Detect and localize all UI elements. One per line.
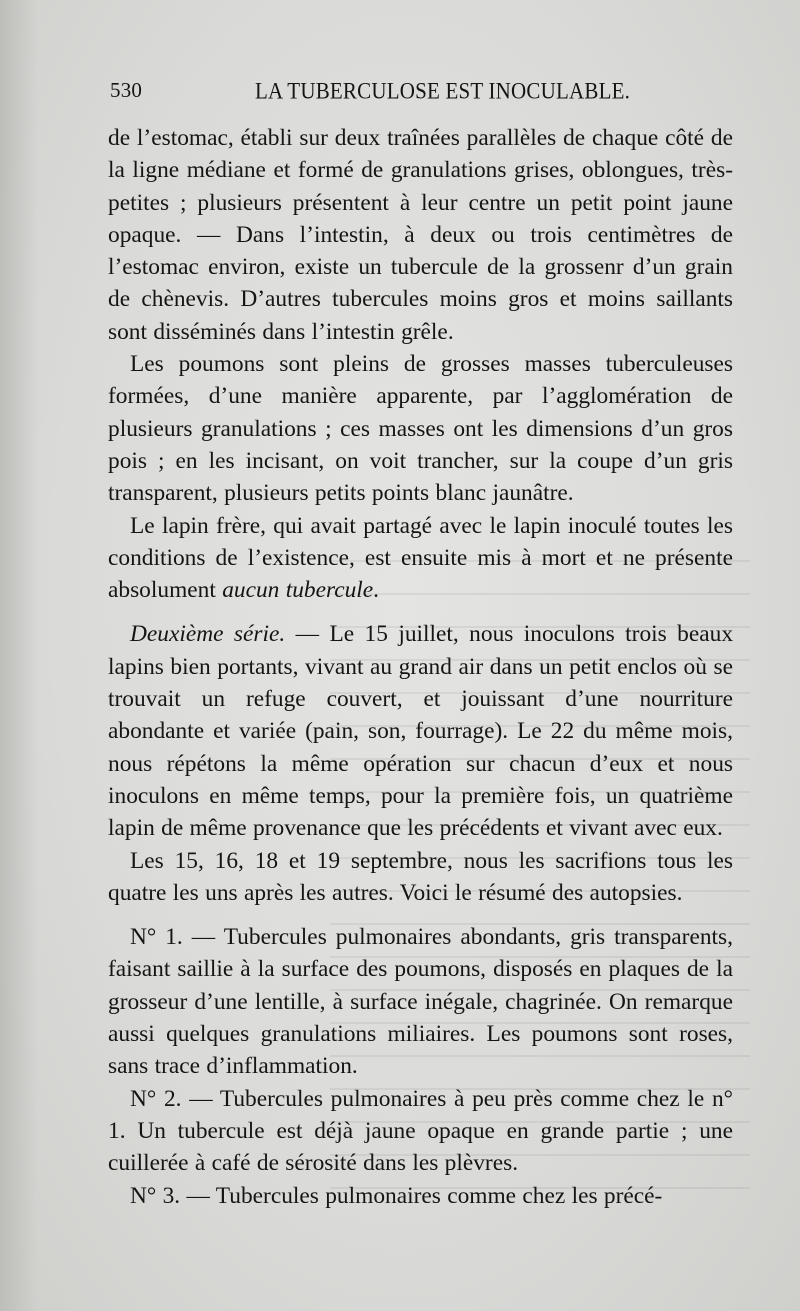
body-text [108,122,733,1212]
paragraph-brother-rabbit [108,510,733,607]
paragraph-case-3: N° 3. — Tubercules pulmonaires comme chez les précé- [130,1182,663,1209]
page-header [110,78,730,114]
paragraph-case-2: N° 2. — Tubercules pulmonaires à peu près comme chez le n° 1. Un tubercule est déjà jaune opaque en grande partie ; une cuillerée à café de sérosité dans les plèvres. [108,1085,733,1177]
paragraph-lungs: Les poumons sont pleins de grosses masses tuberculeuses formées, d’une manière apparente, par l’agglomération de plusieurs granulations ; ces masses ont les dimensions d’un gros pois ; en les incisant, on voit trancher, sur la coupe d’un gris transparent, plusieurs petits points blanc jaunâtre. [108,351,733,507]
paragraph-case-1: N° 1. — Tubercules pulmonaires abondants, gris transparents, faisant saillie à la surface des poumons, disposés en plaques de la grosseur d’une lentille, à surface inégale, chagrinée. On remarque aussi quelques granulations miliaires. Les poumons sont roses, sans trace d’inflammation. [108,924,733,1080]
paragraph-brother-rabbit-italic: aucun tubercule [222,577,374,604]
page-number: 530 [110,78,143,102]
second-series-heading: Deuxième série. [130,621,286,648]
paragraph-second-series [108,618,733,844]
second-series-text: — Le 15 juillet, nous inoculons trois beaux lapins bien portants, vivant au grand air dans un petit enclos où se trouvait un refuge couvert, et jouissant d’une nourriture abondante et variée (pain, son, fourrage). Le 22 du même mois, nous répétons la même opération sur chacun d’eux et nous inoculons en même temps, pour la première fois, un quatrième lapin de même provenance que les précédents et vivant avec eux. [108,621,734,842]
paragraph-stomach: de l’estomac, établi sur deux traînées parallèles de chaque côté de la ligne médiane et formé de granulations grises, oblongues, très-petites ; plusieurs présentent à leur centre un petit point jaune opaque. — Dans l’intestin, à deux ou trois centimètres de l’estomac environ, existe un tubercule de la grossenr d’un grain de chènevis. D’autres tubercules moins gros et moins saillants sont disséminés dans l’intestin grêle. [108,125,733,345]
paragraph-brother-rabbit-text: Le lapin frère, qui avait partagé avec le lapin inoculé toutes les conditions de l’existence, est ensuite mis à mort et ne présente absolument [108,512,733,604]
paragraph-brother-rabbit-end: . [373,577,380,604]
running-title: LA TUBERCULOSE EST INOCULABLE. [255,78,631,104]
gutter-shadow [0,0,38,1311]
paragraph-september: Les 15, 16, 18 et 19 septembre, nous les sacrifions tous les quatre les uns après les autres. Voici le résumé des autopsies. [108,847,733,906]
